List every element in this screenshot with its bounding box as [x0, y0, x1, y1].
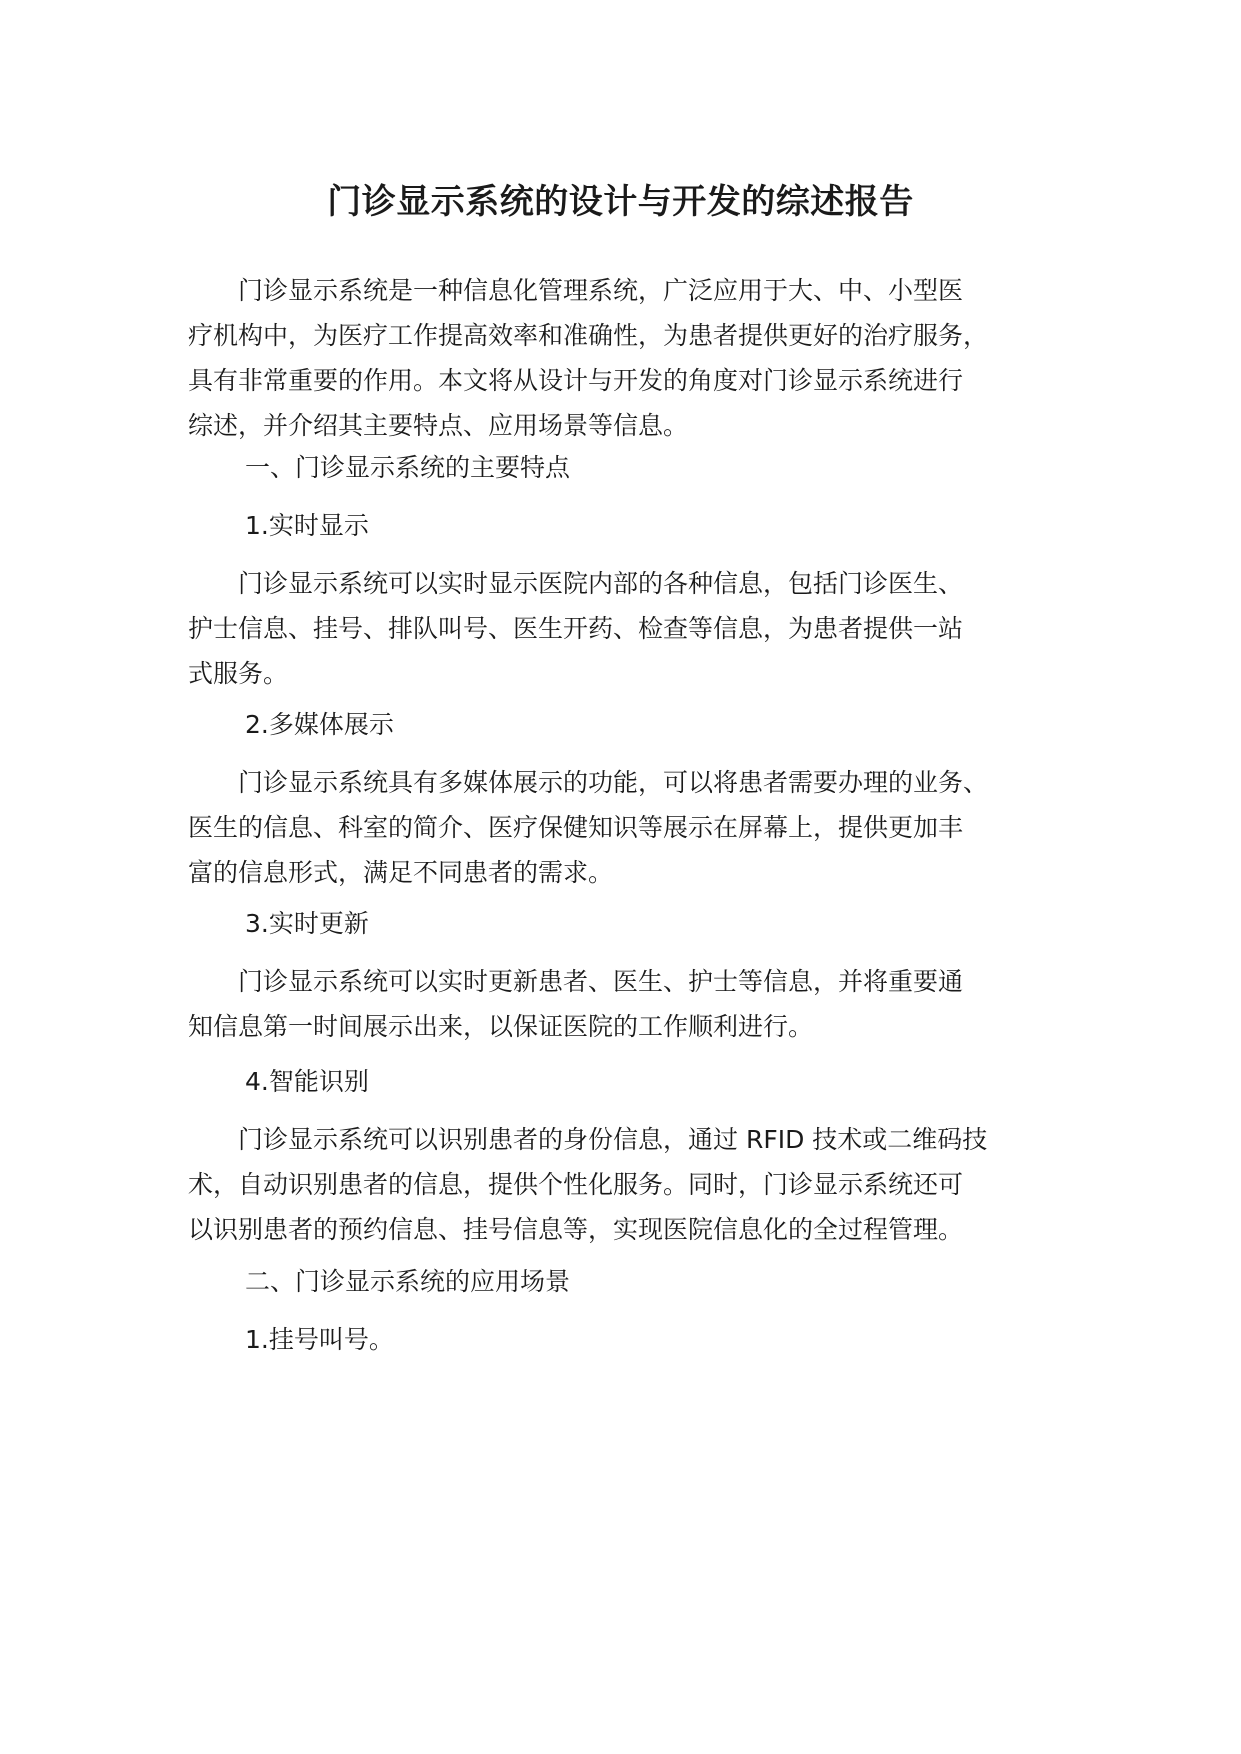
item-paragraph-realtime-display: [188, 561, 1088, 696]
section-heading-scenarios: 二、门诊显示系统的应用场景: [245, 1267, 571, 1296]
item1-line-3: 式服务。: [188, 659, 289, 688]
intro-line-3: 具有非常重要的作用。本文将从设计与开发的角度对门诊显示系统进行: [188, 366, 964, 395]
section-heading-features: 一、门诊显示系统的主要特点: [245, 453, 571, 482]
intro-line-4: 综述，并介绍其主要特点、应用场景等信息。: [188, 411, 689, 440]
item2-line-3: 富的信息形式，满足不同患者的需求。: [188, 858, 614, 887]
item-paragraph-smart-recognition: [188, 1117, 1088, 1252]
item4-line-1: 门诊显示系统可以识别患者的身份信息，通过 RFID 技术或二维码技: [188, 1125, 988, 1154]
item-paragraph-realtime-update: [188, 959, 1088, 1049]
item2-line-1: 门诊显示系统具有多媒体展示的功能，可以将患者需要办理的业务、: [188, 768, 989, 797]
intro-paragraph: [188, 268, 1088, 448]
item-paragraph-multimedia: [188, 760, 1088, 895]
document-title: 门诊显示系统的设计与开发的综述报告: [327, 182, 914, 222]
intro-line-2: 疗机构中，为医疗工作提高效率和准确性，为患者提供更好的治疗服务，: [188, 321, 989, 350]
item1-line-1: 门诊显示系统可以实时显示医院内部的各种信息，包括门诊医生、: [188, 569, 964, 598]
item-heading-multimedia: 2.多媒体展示: [245, 710, 394, 739]
item4-line-3: 以识别患者的预约信息、挂号信息等，实现医院信息化的全过程管理。: [188, 1215, 964, 1244]
item-heading-realtime-update: 3.实时更新: [245, 909, 369, 938]
item2-line-2: 医生的信息、科室的简介、医疗保健知识等展示在屏幕上，提供更加丰: [188, 813, 964, 842]
item3-line-2: 知信息第一时间展示出来，以保证医院的工作顺利进行。: [188, 1012, 814, 1041]
item-heading-smart-recognition: 4.智能识别: [245, 1067, 369, 1096]
item-heading-realtime-display: 1.实时显示: [245, 511, 369, 540]
item3-line-1: 门诊显示系统可以实时更新患者、医生、护士等信息，并将重要通: [188, 967, 964, 996]
intro-line-1: 门诊显示系统是一种信息化管理系统，广泛应用于大、中、小型医: [188, 276, 964, 305]
scene-heading-registration-call: 1.挂号叫号。: [245, 1325, 394, 1354]
item1-line-2: 护士信息、挂号、排队叫号、医生开药、检查等信息，为患者提供一站: [188, 614, 964, 643]
item4-line-2: 术，自动识别患者的信息，提供个性化服务。同时，门诊显示系统还可: [188, 1170, 964, 1199]
